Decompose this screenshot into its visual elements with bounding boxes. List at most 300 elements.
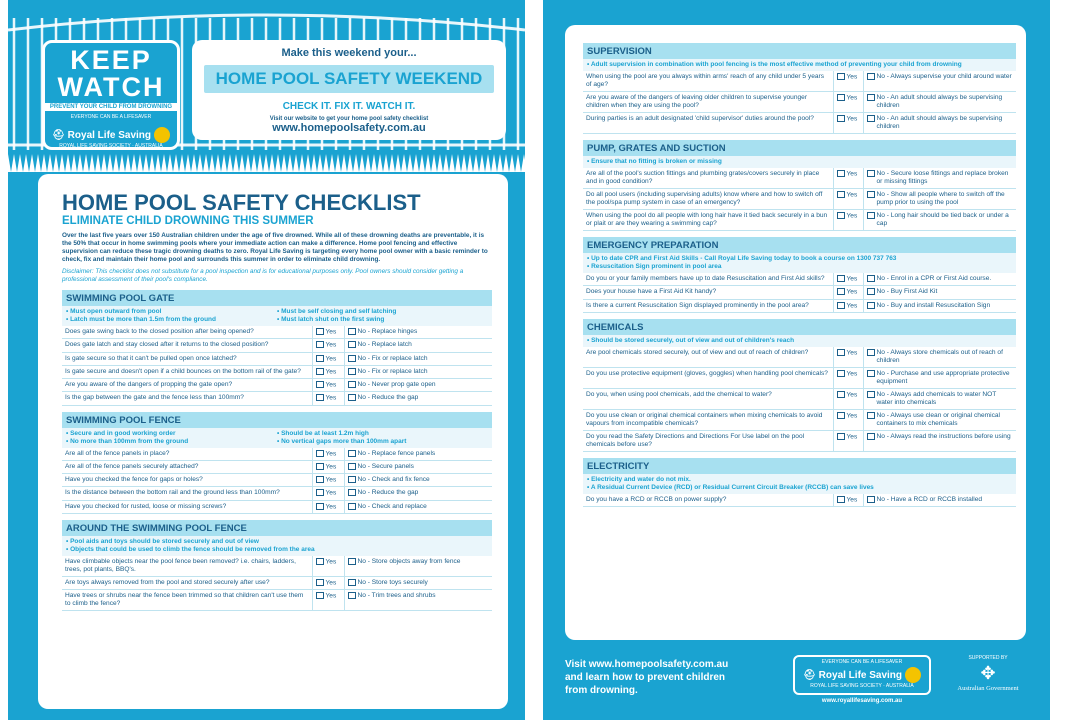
question-text: Have climbable objects near the pool fence been removed? i.e. chairs, ladders, trees, pot plants, BBQ's. [62,556,312,577]
section-heading: EMERGENCY PREPARATION [583,237,1016,253]
keep-watch-duck-icon [154,127,170,143]
section-bullets [583,474,1016,494]
checklist-row [62,500,492,513]
no-option[interactable] [344,326,492,339]
yes-option[interactable] [312,326,344,339]
yes-option[interactable] [833,210,863,231]
no-action-label: No - Check and replace [357,502,427,510]
question-text: Have you checked for rusted, loose or missing screws? [62,500,312,513]
no-option[interactable] [863,189,1016,210]
logo-org-small: EVERYONE CAN BE A LIFESAVER [70,114,152,120]
yes-option[interactable] [833,430,863,451]
no-action-label: No - Secure panels [357,462,414,470]
yes-label: Yes [846,115,858,123]
no-action-label: No - Purchase and use appropriate protective equipment [876,369,1010,385]
footer-line3: from drowning. [565,685,638,696]
keep-watch-logo [42,40,180,150]
no-option[interactable] [863,113,1016,134]
no-option[interactable] [344,487,492,500]
section-around-the-swimming-pool-fence [62,520,492,611]
yes-checkbox[interactable] [316,450,324,457]
yes-option[interactable] [312,487,344,500]
no-option[interactable] [863,299,1016,312]
section-bullets [62,536,492,556]
section-heading: SWIMMING POOL GATE [62,290,492,306]
yes-option[interactable] [833,388,863,409]
no-option[interactable] [344,556,492,577]
section-bullet: • Up to date CPR and First Aid Skills - Call Royal Life Saving today to book a course on 1300 737 763 [587,255,897,262]
yes-option[interactable] [312,576,344,589]
section-chemicals [583,319,1016,452]
question-text: Is there a current Resuscitation Sign displayed prominently in the pool area? [583,299,833,312]
no-action-label: No - Long hair should be tied back or under a cap [876,212,1009,227]
royal-life-saving-logo [45,127,177,143]
section-bullets [62,306,492,326]
no-option[interactable] [344,365,492,378]
checklist-row [583,71,1016,92]
section-emergency-preparation [583,237,1016,313]
question-text: Do you have a RCD or RCCB on power supply? [583,494,833,507]
yes-option[interactable] [312,365,344,378]
pool-safety-weekend-banner [192,40,506,140]
yes-checkbox[interactable] [837,275,845,282]
no-checkbox[interactable] [867,170,875,177]
question-text: Do you, when using pool chemicals, add the chemical to water? [583,388,833,409]
yes-option[interactable] [312,590,344,611]
checklist-row [583,113,1016,134]
section-heading: SUPERVISION [583,43,1016,59]
yes-label: Yes [325,394,337,402]
no-checkbox[interactable] [348,463,356,470]
no-checkbox[interactable] [348,355,356,362]
footer-duck-icon [905,667,921,683]
yes-option[interactable] [833,367,863,388]
right-sections [583,43,1016,507]
banner-line1: Make this weekend your... [281,47,417,59]
no-action-label: No - Fix or replace latch [357,354,428,362]
yes-option[interactable] [312,460,344,473]
logo-keep: KEEP [70,45,152,75]
no-checkbox[interactable] [348,394,356,401]
no-action-label: No - Have a RCD or RCCB installed [876,495,983,503]
no-checkbox[interactable] [867,115,875,122]
no-action-label: No - Buy First Aid Kit [876,288,938,296]
checklist-row [583,92,1016,113]
no-checkbox[interactable] [348,476,356,483]
no-option[interactable] [863,210,1016,231]
checklist-table [583,273,1016,313]
no-checkbox[interactable] [348,341,356,348]
footer-line1[interactable]: Visit www.homepoolsafety.com.au [565,659,729,670]
footer-rls-sub: ROYAL LIFE SAVING SOCIETY · AUSTRALIA [810,683,914,689]
yes-option[interactable] [833,299,863,312]
yes-checkbox[interactable] [316,489,324,496]
section-bullet: • No vertical gaps more than 100mm apart [277,437,407,445]
no-action-label: No - Buy and install Resuscitation Sign [876,301,991,309]
yes-checkbox[interactable] [316,341,324,348]
yes-checkbox[interactable] [316,579,324,586]
yes-checkbox[interactable] [837,288,845,295]
yes-option[interactable] [833,347,863,368]
section-bullet: • Must be self closing and self latching [277,308,397,315]
no-action-label: No - Replace latch [357,341,412,349]
yes-label: Yes [846,301,858,309]
yes-label: Yes [846,391,858,398]
checklist-row [62,379,492,392]
no-checkbox[interactable] [867,288,875,295]
yes-label: Yes [846,275,858,283]
no-action-label: No - Reduce the gap [357,489,419,497]
section-bullets [62,428,492,448]
footer-rls-crest-icon: ⛑ [802,669,816,681]
yes-option[interactable] [312,500,344,513]
no-checkbox[interactable] [867,275,875,282]
checklist-row [62,352,492,365]
checklist-page-2 [543,0,1050,720]
grass-graphic [8,148,525,172]
checklist-row [583,409,1016,430]
yes-checkbox[interactable] [316,394,324,401]
section-bullet: • Should be at least 1.2m high [277,429,369,437]
yes-option[interactable] [312,352,344,365]
section-heading: PUMP, GRATES AND SUCTION [583,140,1016,156]
no-option[interactable] [863,168,1016,189]
checklist-row [62,326,492,339]
question-text: Are all of the pool's suction fittings and plumbing grates/covers securely in place and in good condition? [583,168,833,189]
no-option[interactable] [344,392,492,405]
yes-label: Yes [846,433,858,440]
yes-option[interactable] [833,113,863,134]
section-bullet: • Must latch shut on the first swing [277,316,385,323]
no-checkbox[interactable] [348,489,356,496]
no-action-label: No - Replace hinges [357,328,418,335]
section-pump-grates-and-suction [583,140,1016,231]
yes-label: Yes [846,349,858,356]
question-text: Does gate swing back to the closed position after being opened? [62,326,312,339]
no-checkbox[interactable] [867,370,875,377]
footer-rls-name: Royal Life Saving [818,669,903,681]
yes-label: Yes [846,73,858,81]
yes-checkbox[interactable] [837,302,845,309]
section-bullet: • A Residual Current Device (RCD) or Residual Current Circuit Breaker (RCCB) can save lives [587,483,874,491]
no-checkbox[interactable] [867,191,875,198]
checklist-row [583,299,1016,312]
no-action-label: No - Store toys securely [357,578,428,586]
no-checkbox[interactable] [867,94,875,101]
yes-label: Yes [846,288,858,296]
question-text: Are all of the fence panels in place? [62,448,312,461]
checklist-row [62,460,492,473]
question-text: Does your house have a First Aid Kit handy? [583,286,833,299]
no-action-label: No - Trim trees and shrubs [357,592,436,599]
yes-label: Yes [325,381,337,389]
question-text: When using the pool are you always within arms' reach of any child under 5 years of age? [583,71,833,92]
section-swimming-pool-fence [62,412,492,514]
checklist-row [62,365,492,378]
yes-label: Yes [325,476,337,484]
question-text: Have you checked the fence for gaps or holes? [62,474,312,487]
no-option[interactable] [863,430,1016,451]
yes-checkbox[interactable] [837,433,845,440]
no-option[interactable] [863,71,1016,92]
left-sections [62,290,492,611]
australian-government-label: Australian Government [957,685,1019,692]
yes-option[interactable] [833,409,863,430]
no-checkbox[interactable] [348,368,356,375]
no-action-label: No - Always add chemicals to water NOT water into chemicals [876,390,997,406]
checklist-row [62,474,492,487]
yes-option[interactable] [833,286,863,299]
yes-label: Yes [846,170,858,178]
yes-option[interactable] [833,92,863,113]
no-checkbox[interactable] [348,503,356,510]
checklist-table [583,494,1016,507]
section-bullets [583,253,1016,273]
question-text: Is the distance between the bottom rail and the ground less than 100mm? [62,487,312,500]
section-swimming-pool-gate [62,290,492,406]
checklist-row [62,339,492,352]
footer-royal-life-saving-logo [793,655,931,695]
section-heading: SWIMMING POOL FENCE [62,412,492,428]
intro-paragraph: Over the last five years over 150 Australian children under the age of five drowned. While all of these drowning deaths are preventable, it is the 50% that occur in home swimming pools where your immediate action can make a difference. Home pool fencing and effective supervision can reduce these tragic drowning deaths to zero. Royal Life Saving is targeting every home pool owner with a basic reminder to check, fix and maintain their home pool and surrounds this summer in order to eliminate child drowning. [62,232,488,263]
section-heading: ELECTRICITY [583,458,1016,474]
yes-checkbox[interactable] [316,381,324,388]
yes-option[interactable] [312,474,344,487]
yes-checkbox[interactable] [316,368,324,375]
question-text: Have trees or shrubs near the fence been trimmed so that children can't use them to climb the fence? [62,590,312,611]
no-option[interactable] [344,448,492,461]
checklist-card-right [565,25,1026,640]
no-checkbox[interactable] [867,412,875,419]
checklist-row [62,487,492,500]
supported-by-label: SUPPORTED BY [968,655,1008,661]
no-option[interactable] [863,273,1016,286]
footer-rls-small: EVERYONE CAN BE A LIFESAVER [821,659,903,665]
banner-visit-text: Visit our website to get your home pool safety checklist [269,116,429,122]
yes-label: Yes [325,449,337,457]
yes-checkbox[interactable] [837,73,845,80]
question-text: Do all pool users (including supervising adults) know where and how to switch off the pool/spa pump system in case of an emergency? [583,189,833,210]
footer-visit-text [565,658,728,697]
section-supervision [583,43,1016,134]
no-option[interactable] [344,576,492,589]
no-checkbox[interactable] [867,391,875,398]
no-checkbox[interactable] [867,73,875,80]
no-option[interactable] [863,409,1016,430]
question-text: Do you use clean or original chemical containers when mixing chemicals to avoid vapours from incompatible chemicals? [583,409,833,430]
question-text: Are toys always removed from the pool and stored securely after use? [62,576,312,589]
checklist-row [583,430,1016,451]
no-checkbox[interactable] [867,302,875,309]
checklist-row [62,576,492,589]
question-text: Do you read the Safety Directions and Directions For Use label on the pool chemicals before use? [583,430,833,451]
no-option[interactable] [344,474,492,487]
section-bullet: • Secure and in good working order [66,429,176,437]
no-checkbox[interactable] [348,450,356,457]
yes-label: Yes [846,496,858,503]
yes-option[interactable] [833,273,863,286]
checklist-row [62,392,492,405]
yes-option[interactable] [833,71,863,92]
checklist-row [62,448,492,461]
logo-tagline: PREVENT YOUR CHILD FROM DROWNING [45,103,177,111]
no-action-label: No - Store objects away from fence [357,557,461,565]
yes-checkbox[interactable] [837,412,845,419]
no-checkbox[interactable] [348,381,356,388]
no-option[interactable] [863,367,1016,388]
no-action-label: No - An adult should always be supervising children [876,115,1003,130]
question-text: Are all of the fence panels securely attached? [62,460,312,473]
no-checkbox[interactable] [348,592,356,599]
banner-url[interactable]: www.homepoolsafety.com.au [272,122,426,134]
no-action-label: No - Always supervise your child around water [876,73,1012,80]
no-checkbox[interactable] [867,212,875,219]
checklist-table [583,71,1016,134]
yes-checkbox[interactable] [316,592,324,599]
yes-option[interactable] [833,168,863,189]
section-bullet: • Pool aids and toys should be stored securely and out of view [66,537,259,545]
yes-checkbox[interactable] [837,391,845,398]
checklist-row [583,388,1016,409]
question-text: Is gate secure so that it can't be pulled open once latched? [62,352,312,365]
no-checkbox[interactable] [867,433,875,440]
yes-checkbox[interactable] [316,328,324,335]
yes-label: Yes [325,368,337,375]
banner-headline: HOME POOL SAFETY WEEKEND [204,65,494,93]
yes-checkbox[interactable] [316,463,324,470]
yes-checkbox[interactable] [316,355,324,362]
yes-label: Yes [325,502,337,510]
yes-checkbox[interactable] [837,115,845,122]
no-option[interactable] [863,347,1016,368]
yes-checkbox[interactable] [837,170,845,177]
yes-label: Yes [325,489,337,497]
no-option[interactable] [344,500,492,513]
yes-label: Yes [325,579,337,586]
section-bullet: • Should be stored securely, out of view and out of children's reach [587,336,795,344]
yes-option[interactable] [312,379,344,392]
checklist-row [583,286,1016,299]
section-bullets [583,59,1016,71]
section-bullet: • Latch must be more than 1.5m from the ground [66,316,216,323]
no-checkbox[interactable] [867,349,875,356]
yes-option[interactable] [833,189,863,210]
yes-checkbox[interactable] [837,370,845,377]
section-bullet: • Ensure that no fitting is broken or missing [587,158,722,165]
no-checkbox[interactable] [348,328,356,335]
question-text: Are you aware of the dangers of propping the gate open? [62,379,312,392]
no-action-label: No - Fix or replace latch [357,367,428,375]
checklist-table [62,326,492,406]
no-option[interactable] [344,590,492,611]
yes-label: Yes [846,370,858,377]
yes-option[interactable] [312,556,344,577]
no-action-label: No - Always store chemicals out of reach of children [876,348,1003,364]
no-action-label: No - Check and fix fence [357,476,430,483]
yes-label: Yes [325,328,337,336]
checklist-row [62,590,492,611]
checklist-table [62,556,492,611]
yes-checkbox[interactable] [837,212,845,219]
page-subtitle: ELIMINATE CHILD DROWNING THIS SUMMER [62,215,314,227]
no-action-label: No - Reduce the gap [357,394,419,402]
no-action-label: No - Show all people where to switch off the pump prior to using the pool [876,191,1005,206]
checklist-row [583,189,1016,210]
checklist-card-left [38,174,508,709]
yes-checkbox[interactable] [316,558,324,565]
question-text: When using the pool do all people with long hair have it tied back securely in a bun or plait or are they wearing a swimming cap? [583,210,833,231]
question-text: During parties is an adult designated 'child supervisor' duties around the pool? [583,113,833,134]
footer-line2: and learn how to prevent children [565,672,726,683]
no-option[interactable] [344,339,492,352]
yes-checkbox[interactable] [316,476,324,483]
checklist-row [583,210,1016,231]
footer-rls-url[interactable]: www.royallifesaving.com.au [821,698,903,704]
checklist-row [583,168,1016,189]
no-action-label: No - Never prop gate open [357,381,436,388]
no-option[interactable] [863,286,1016,299]
question-text: Does gate latch and stay closed after it returns to the closed position? [62,339,312,352]
yes-option[interactable] [312,392,344,405]
yes-option[interactable] [312,448,344,461]
yes-checkbox[interactable] [837,94,845,101]
question-text: Do you use protective equipment (gloves, goggles) when handling pool chemicals? [583,367,833,388]
yes-option[interactable] [312,339,344,352]
yes-checkbox[interactable] [316,503,324,510]
yes-checkbox[interactable] [837,496,845,503]
yes-checkbox[interactable] [837,191,845,198]
logo-org: Royal Life Saving [67,129,152,141]
no-option[interactable] [863,388,1016,409]
coat-of-arms-icon: ✥ [980,663,996,683]
question-text: Do you or your family members have up to date Resuscitation and First Aid skills? [583,273,833,286]
yes-label: Yes [325,558,337,565]
checklist-row [583,347,1016,368]
no-option[interactable] [344,352,492,365]
australian-government-logo [948,655,1028,692]
yes-label: Yes [846,212,858,220]
yes-option[interactable] [833,494,863,507]
no-action-label: No - Secure loose fittings and replace broken or missing fittings [876,170,1009,185]
question-text: Are pool chemicals stored securely, out of view and out of reach of children? [583,347,833,368]
section-bullet: • Adult supervision in combination with pool fencing is the most effective method of preventing your child from drowning [587,61,962,68]
section-heading: CHEMICALS [583,319,1016,335]
no-checkbox[interactable] [867,496,875,503]
no-option[interactable] [344,460,492,473]
checklist-row [62,556,492,577]
question-text: Is the gap between the gate and the fence less than 100mm? [62,392,312,405]
no-option[interactable] [863,494,1016,507]
no-action-label: No - Always read the instructions before using [876,432,1011,440]
yes-checkbox[interactable] [837,349,845,356]
checklist-table [583,168,1016,231]
section-bullet: • Objects that could be used to climb the fence should be removed from the area [66,545,315,553]
section-bullet: • Electricity and water do not mix. [587,475,691,483]
no-checkbox[interactable] [348,558,356,565]
no-checkbox[interactable] [348,579,356,586]
disclaimer: Disclaimer: This checklist does not substitute for a pool inspection and is for educational purposes only. Pool owners should consider getting a professional assessment of their pool's compliance. [62,268,464,283]
no-action-label: No - Always use clean or original chemical containers to mix chemicals [876,411,1001,427]
checklist-row [583,494,1016,507]
section-electricity [583,458,1016,507]
yes-label: Yes [846,412,858,419]
logo-org-sub: ROYAL LIFE SAVING SOCIETY · AUSTRALIA [59,143,163,149]
question-text: Are you aware of the dangers of leaving older children to supervise younger children when they are using the pool? [583,92,833,113]
no-option[interactable] [344,379,492,392]
no-option[interactable] [863,92,1016,113]
section-bullet: • Must open outward from pool [66,308,162,315]
no-action-label: No - An adult should always be supervising children [876,94,1003,109]
